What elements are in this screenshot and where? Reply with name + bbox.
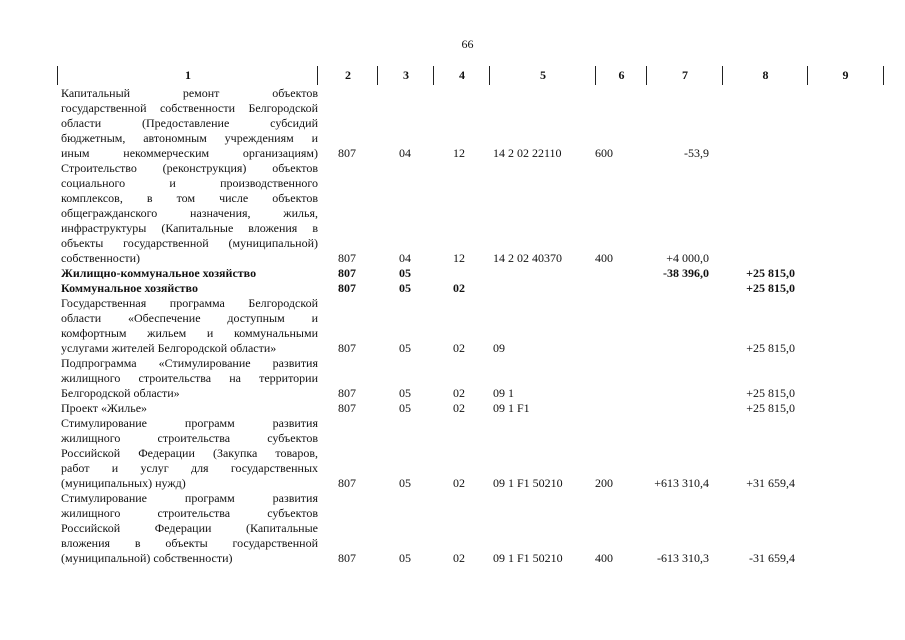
row-description xyxy=(57,161,318,266)
description-line: (муниципальной) собственности) xyxy=(61,551,233,565)
amount-col8-cell: +31 659,4 xyxy=(746,476,795,490)
description-line: Российской Федерации (Закупка товаров, xyxy=(61,446,318,460)
description-line: жилищного строительства субъектов xyxy=(61,506,318,520)
subsection-cell: 02 xyxy=(453,386,465,400)
section-cell: 05 xyxy=(399,476,411,490)
description-line: Стимулирование программ развития xyxy=(61,491,318,505)
header-col-4: 4 xyxy=(433,66,490,85)
amount-col8-cell: -31 659,4 xyxy=(749,551,795,565)
section-cell: 05 xyxy=(399,401,411,415)
amount-col7-cell: -38 396,0 xyxy=(663,266,709,280)
row-description xyxy=(57,356,318,401)
table-row xyxy=(57,491,795,566)
code-cell: 807 xyxy=(338,401,356,415)
description-line: бюджетным, автономным учреждениям и xyxy=(61,131,318,145)
amount-col8-cell: +25 815,0 xyxy=(746,386,795,400)
section-cell: 05 xyxy=(399,551,411,565)
description-line: жилищного строительства субъектов xyxy=(61,431,318,445)
type-cell: 200 xyxy=(595,476,613,490)
table-row xyxy=(57,401,795,416)
description-line: Проект «Жилье» xyxy=(61,401,148,415)
target-cell: 09 1 F1 50210 xyxy=(493,551,563,565)
row-description xyxy=(57,491,318,566)
code-cell: 807 xyxy=(338,146,356,160)
subsection-cell: 02 xyxy=(453,281,465,295)
amount-col8-cell: +25 815,0 xyxy=(746,401,795,415)
amount-col7-cell: +4 000,0 xyxy=(666,251,709,265)
subsection-cell: 02 xyxy=(453,341,465,355)
description-line: объекты государственной (муниципальной) xyxy=(61,236,318,250)
row-description xyxy=(57,296,318,356)
description-line: жилищного строительства на территории xyxy=(61,371,318,385)
type-cell: 600 xyxy=(595,146,613,160)
description-line: Строительство (реконструкция) объектов xyxy=(61,161,318,175)
section-cell: 04 xyxy=(399,251,411,265)
description-line: работ и услуг для государственных xyxy=(61,461,318,475)
header-col-5: 5 xyxy=(489,66,596,85)
amount-col7-cell: +613 310,4 xyxy=(654,476,709,490)
description-line: собственности) xyxy=(61,251,141,265)
table-body xyxy=(57,86,795,566)
header-col-8: 8 xyxy=(722,66,808,85)
header-col-7: 7 xyxy=(646,66,723,85)
table-row xyxy=(57,296,795,356)
subsection-cell: 12 xyxy=(453,251,465,265)
description-line: Государственная программа Белгородской xyxy=(61,296,318,310)
description-line: государственной собственности Белгородской xyxy=(61,101,318,115)
row-description xyxy=(57,416,318,491)
code-cell: 807 xyxy=(338,251,356,265)
row-description xyxy=(57,266,318,281)
subsection-cell: 02 xyxy=(453,476,465,490)
target-cell: 14 2 02 40370 xyxy=(493,251,562,265)
target-cell: 09 1 F1 50210 xyxy=(493,476,563,490)
description-line: общегражданского назначения, жилья, xyxy=(61,206,318,220)
description-line: Российской Федерации (Капитальные xyxy=(61,521,318,535)
section-cell: 05 xyxy=(399,281,411,295)
header-col-6: 6 xyxy=(595,66,647,85)
row-description xyxy=(57,86,318,161)
header-col-2: 2 xyxy=(317,66,378,85)
section-cell: 05 xyxy=(399,341,411,355)
table-row xyxy=(57,356,795,401)
type-cell: 400 xyxy=(595,251,613,265)
description-line: (муниципальных) нужд) xyxy=(61,476,186,490)
description-line: области «Обеспечение доступным и xyxy=(61,311,318,325)
target-cell: 09 1 F1 xyxy=(493,401,530,415)
subsection-cell: 12 xyxy=(453,146,465,160)
description-line: области (Предоставление субсидий xyxy=(61,116,318,130)
table-row xyxy=(57,161,709,266)
description-line: Стимулирование программ развития xyxy=(61,416,318,430)
description-line: Жилищно-коммунальное хозяйство xyxy=(61,266,257,280)
amount-col7-cell: -53,9 xyxy=(684,146,709,160)
code-cell: 807 xyxy=(338,266,356,280)
code-cell: 807 xyxy=(338,341,356,355)
row-description xyxy=(57,401,318,416)
target-cell: 14 2 02 22110 xyxy=(493,146,562,160)
description-line: Капитальный ремонт объектов xyxy=(61,86,318,100)
description-line: иным некоммерческим организациям) xyxy=(61,146,318,160)
amount-col8-cell: +25 815,0 xyxy=(746,266,795,280)
page-number: 66 xyxy=(461,37,474,51)
description-line: комплексов, в том числе объектов xyxy=(61,191,318,205)
table-row xyxy=(57,416,795,491)
table-row xyxy=(57,281,795,296)
description-line: социального и производственного xyxy=(61,176,318,190)
code-cell: 807 xyxy=(338,551,356,565)
section-cell: 05 xyxy=(399,386,411,400)
header-col-9: 9 xyxy=(807,66,884,85)
amount-col7-cell: -613 310,3 xyxy=(657,551,709,565)
amount-col8-cell: +25 815,0 xyxy=(746,281,795,295)
type-cell: 400 xyxy=(595,551,613,565)
subsection-cell: 02 xyxy=(453,551,465,565)
code-cell: 807 xyxy=(338,476,356,490)
description-line: Подпрограмма «Стимулирование развития xyxy=(61,356,318,370)
header-col-1: 1 xyxy=(57,66,318,85)
description-line: Белгородской области» xyxy=(61,386,180,400)
subsection-cell: 02 xyxy=(453,401,465,415)
description-line: инфраструктуры (Капитальные вложения в xyxy=(61,221,318,235)
target-cell: 09 xyxy=(493,341,505,355)
description-line: услугами жителей Белгородской области» xyxy=(61,341,277,355)
amount-col8-cell: +25 815,0 xyxy=(746,341,795,355)
target-cell: 09 1 xyxy=(493,386,514,400)
table-row xyxy=(57,266,795,281)
section-cell: 05 xyxy=(399,266,411,280)
description-line: вложения в объекты государственной xyxy=(61,536,318,550)
description-line: Коммунальное хозяйство xyxy=(61,281,198,295)
section-cell: 04 xyxy=(399,146,411,160)
row-description xyxy=(57,281,318,296)
header-col-3: 3 xyxy=(377,66,434,85)
code-cell: 807 xyxy=(338,386,356,400)
code-cell: 807 xyxy=(338,281,356,295)
description-line: комфортным жильем и коммунальными xyxy=(61,326,318,340)
table-row xyxy=(57,86,709,161)
